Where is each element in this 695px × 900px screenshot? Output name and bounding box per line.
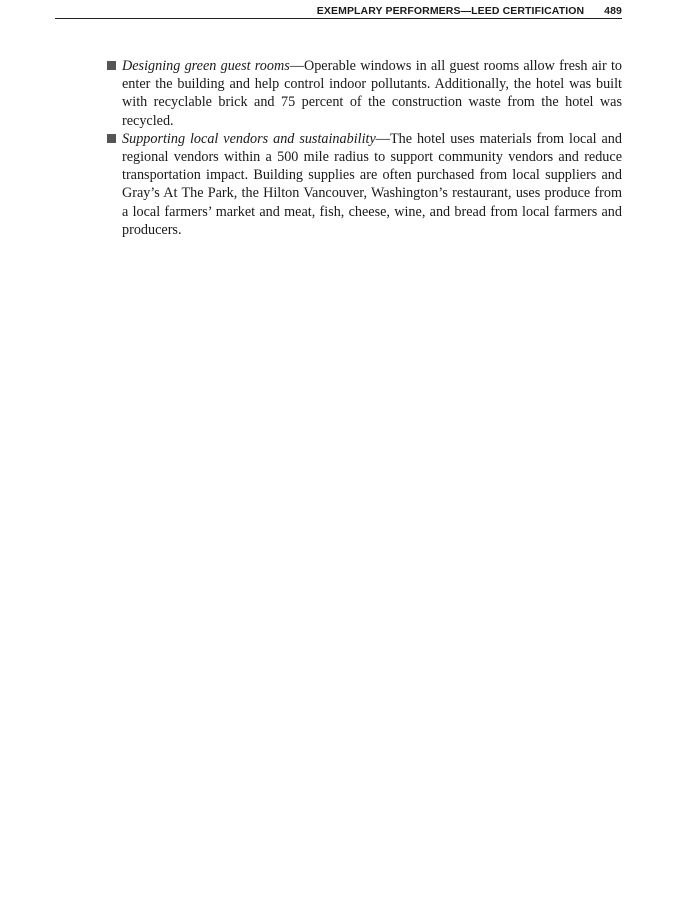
bullet-text: —Operable windows in all guest rooms allow fresh air to enter the building and help control indoor pollutants. Additionally, the hotel was built with recyclable brick and 75 percent of the construction waste from the hotel was recycled. (122, 58, 622, 129)
bullet-text: —The hotel uses materials from local and regional vendors within a 500 mile radius to support community vendors and reduce transportation impact. Building supplies are often purchased from local suppliers and Gray’s At The Park, the Hilton Vancouver, Washington’s restaurant, uses produce from a local farmers’ market and meat, fish, cheese, wine, and bread from local farmers and producers. (122, 130, 622, 238)
page-body (107, 57, 622, 239)
bullet-lead: Designing green guest rooms (122, 58, 290, 74)
bullet-item (107, 130, 622, 239)
square-bullet-icon (107, 134, 116, 143)
running-header (55, 5, 622, 19)
header-title: EXEMPLARY PERFORMERS—LEED CERTIFICATION (316, 5, 585, 17)
bullet-item (107, 57, 622, 130)
page-number: 489 (604, 5, 622, 17)
bullet-lead: Supporting local vendors and sustainability (122, 130, 376, 147)
square-bullet-icon (107, 61, 116, 70)
